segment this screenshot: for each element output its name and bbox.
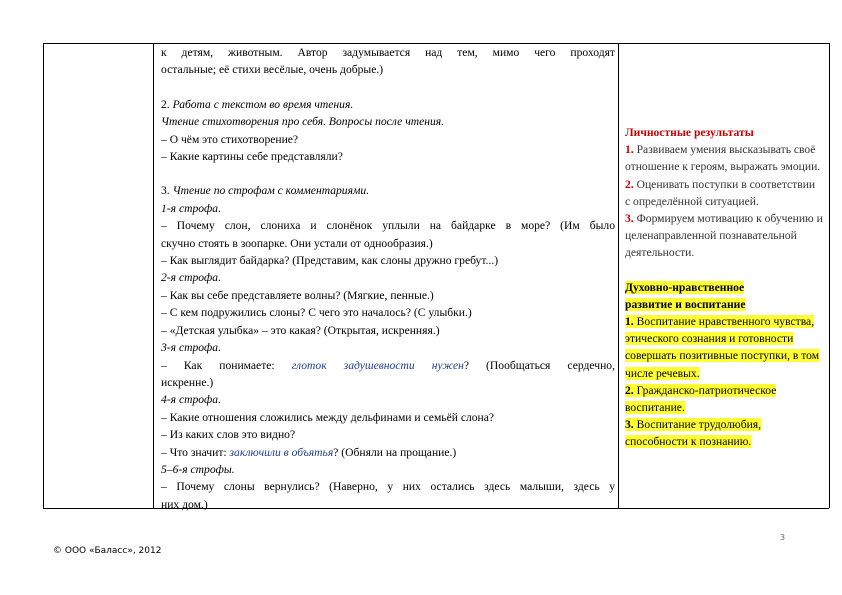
section-heading: 3. Чтение по строфам с комментариями. — [161, 184, 370, 198]
result-item: 2. Оценивать поступки в соответствии с определённой ситуацией. — [625, 177, 816, 208]
copyright-footer: © ООО «Баласс», 2012 — [53, 546, 162, 556]
question-line: скучно стоять в зоопарке. Они устали от однообразия.) — [161, 236, 433, 250]
stanza-label: 4-я строфа. — [161, 393, 221, 407]
upbringing-item: 3. Воспитание трудолюбия, способности к познанию. — [625, 418, 762, 449]
upbringing-heading: развитие и воспитание — [625, 297, 746, 311]
question-line: – Как вы себе представляете волны? (Мягкие, пенные.) — [161, 288, 434, 302]
upbringing-heading: Духовно-нравственное — [625, 280, 745, 294]
question-line: – Почему слоны вернулись? (Наверно, у них остались здесь малыши, здесь у — [161, 480, 615, 494]
question-line: – Что значит: заключили в объятья? (Обняли на прощание.) — [161, 445, 457, 459]
table-border-left — [43, 43, 44, 508]
lesson-content-column — [161, 44, 615, 513]
table-divider-2 — [618, 43, 619, 508]
question-line: – О чём это стихотворение? — [161, 132, 299, 146]
results-column — [625, 124, 823, 451]
question-line: – «Детская улыбка» – это какая? (Открытая, искренняя.) — [161, 323, 440, 337]
table-border-right — [829, 43, 830, 508]
stanza-label: 2-я строфа. — [161, 271, 221, 285]
text-line: остальные; её стихи весёлые, очень добрые.) — [161, 63, 384, 77]
upbringing-item: 1. Воспитание нравственного чувства, этического сознания и готовности совершать позитивные поступки, в том числе речевых. — [625, 315, 820, 380]
question-line: – С кем подружились слоны? С чего это началось? (С улыбки.) — [161, 306, 472, 320]
stanza-label: 1-я строфа. — [161, 201, 221, 215]
question-line: – Из каких слов это видно? — [161, 428, 296, 442]
question-line: них дом.) — [161, 497, 208, 511]
personal-results-heading: Личностные результаты — [625, 126, 754, 139]
stanza-label: 3-я строфа. — [161, 341, 221, 355]
page-number: 3 — [780, 533, 786, 542]
section-heading: 2. Работа с текстом во время чтения. — [161, 97, 354, 111]
question-line: – Почему слон, слониха и слонёнок уплыли на байдарке в море? (Им было — [161, 219, 615, 233]
question-line: искренне.) — [161, 375, 214, 389]
result-item: 1. Развиваем умения высказывать своё отношение к героям, выражать эмоции. — [625, 143, 821, 174]
section-subheading: Чтение стихотворения про себя. Вопросы после чтения. — [161, 115, 445, 129]
stanza-label: 5–6-я строфы. — [161, 462, 235, 476]
question-line: – Какие картины себе представляли? — [161, 150, 343, 164]
question-line: – Какие отношения сложились между дельфинами и семьёй слона? — [161, 410, 495, 424]
question-line: – Как выглядит байдарка? (Представим, как слоны дружно гребут...) — [161, 254, 499, 268]
text-line: к детям, животным. Автор задумывается над тем, мимо чего проходят — [161, 46, 615, 59]
table-divider-1 — [153, 43, 154, 508]
result-item: 3. Формируем мотивацию к обучению и целенаправленной познавательной деятельности. — [625, 212, 823, 260]
upbringing-item: 2. Гражданско-патриотическое воспитание. — [625, 383, 777, 415]
question-line: – Как понимаете: глоток задушевности нужен? (Пообщаться сердечно, — [161, 358, 615, 372]
